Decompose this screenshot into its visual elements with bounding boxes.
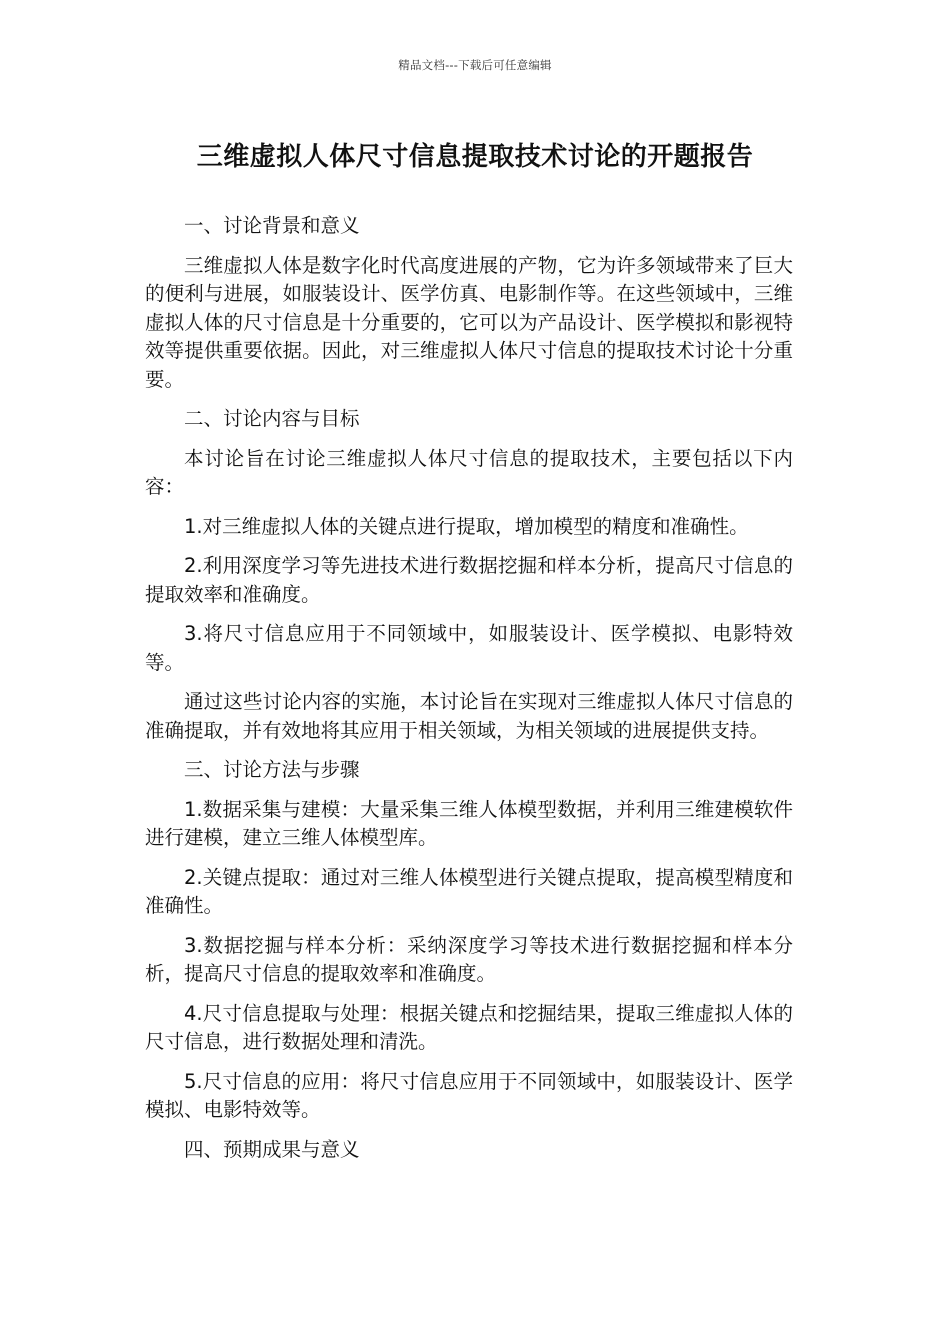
section-heading-4: 四、预期成果与意义	[184, 1137, 360, 1161]
section-heading-3: 三、讨论方法与步骤	[184, 758, 360, 781]
list-item-method-3: 3.数据挖掘与样本分析：采纳深度学习等技术进行数据挖掘和样本分析，提高尺寸信息的提取效率和准确度。	[145, 933, 793, 985]
document-body	[145, 212, 793, 1175]
list-item-method-1: 1.数据采集与建模：大量采集三维人体模型数据，并利用三维建模软件进行建模，建立三维人体模型库。	[145, 797, 793, 849]
list-item-method-2: 2.关键点提取：通过对三维人体模型进行关键点提取，提高模型精度和准确性。	[145, 865, 793, 917]
page-header: 精品文档---下载后可任意编辑	[398, 58, 552, 72]
list-item-method-5: 5.尺寸信息的应用：将尺寸信息应用于不同领域中，如服装设计、医学模拟、电影特效等。	[145, 1069, 793, 1121]
document-title: 三维虚拟人体尺寸信息提取技术讨论的开题报告	[196, 142, 754, 172]
section-heading-1: 一、讨论背景和意义	[184, 214, 360, 237]
list-item-content-1: 1.对三维虚拟人体的关键点进行提取，增加模型的精度和准确性。	[184, 514, 749, 538]
list-item-content-3: 3.将尺寸信息应用于不同领域中，如服装设计、医学模拟、电影特效等。	[145, 622, 793, 674]
section-heading-2: 二、讨论内容与目标	[184, 407, 360, 430]
paragraph-content-summary: 通过这些讨论内容的实施，本讨论旨在实现对三维虚拟人体尺寸信息的准确提取，并有效地将其应用于相关领域，为相关领域的进展提供支持。	[145, 690, 793, 742]
list-item-content-2: 2.利用深度学习等先进技术进行数据挖掘和样本分析，提高尺寸信息的提取效率和准确度。	[145, 554, 793, 606]
list-item-method-4: 4.尺寸信息提取与处理：根据关键点和挖掘结果，提取三维虚拟人体的尺寸信息，进行数据处理和清洗。	[145, 1001, 793, 1053]
paragraph-background: 三维虚拟人体是数字化时代高度进展的产物，它为许多领域带来了巨大的便利与进展，如服装设计、医学仿真、电影制作等。在这些领域中，三维虚拟人体的尺寸信息是十分重要的，它可以为产品设计、医学模拟和影视特效等提供重要依据。因此，对三维虚拟人体尺寸信息的提取技术讨论十分重要。	[145, 253, 793, 391]
paragraph-content-intro: 本讨论旨在讨论三维虚拟人体尺寸信息的提取技术，主要包括以下内容：	[145, 446, 793, 498]
